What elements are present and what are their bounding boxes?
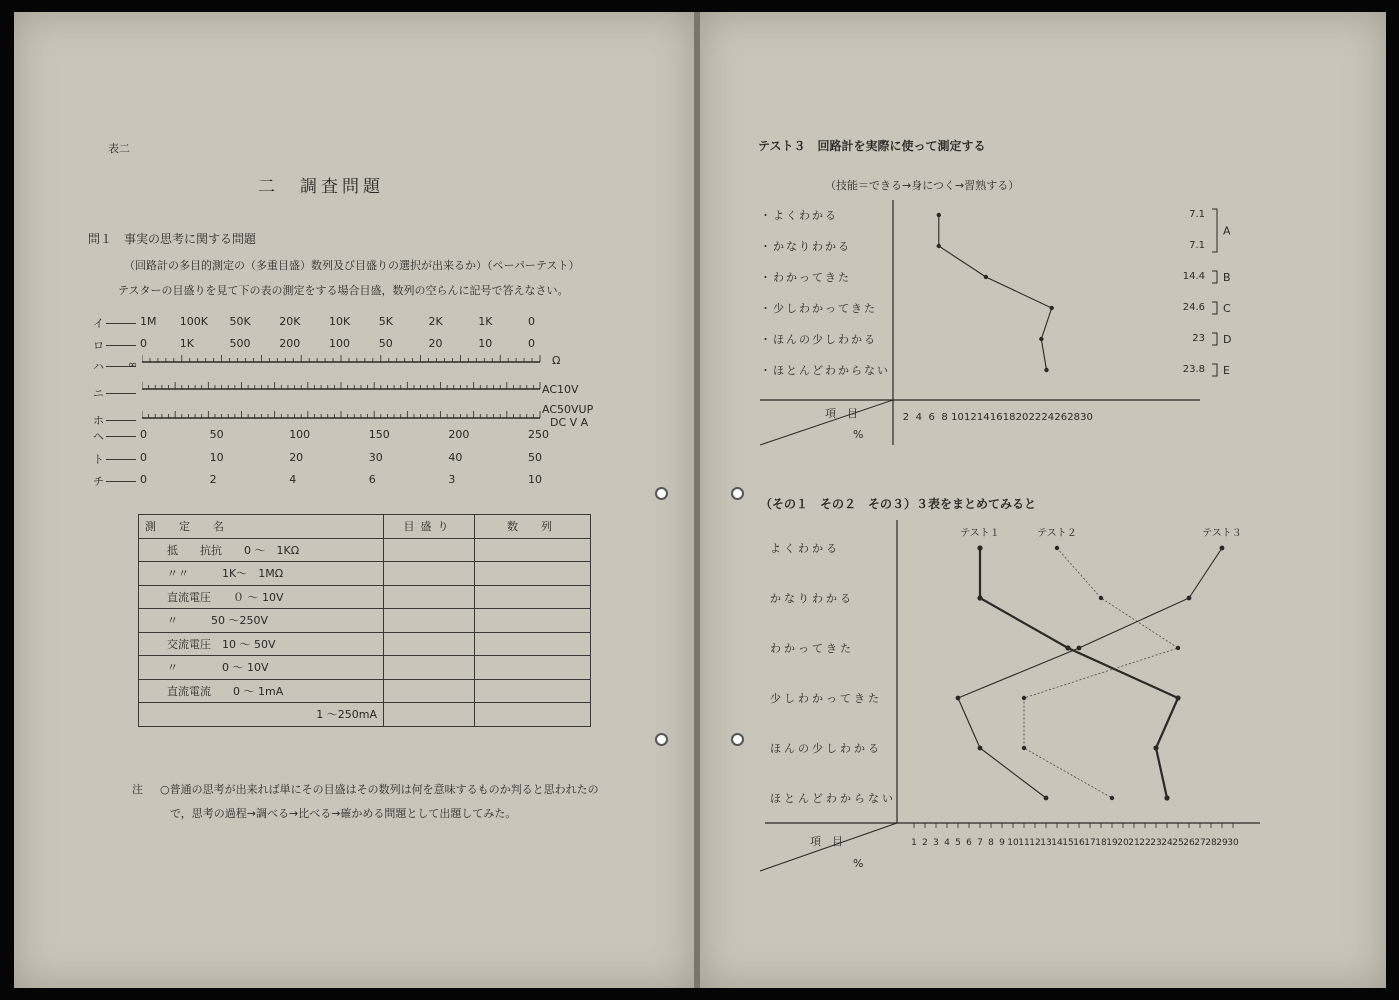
group-label: C: [1223, 302, 1231, 315]
value-label: 7.1: [1189, 209, 1205, 220]
x-tick-label: 16: [989, 412, 1003, 423]
category-label: 少しわかってきた: [770, 692, 882, 705]
scale-ruler: [142, 354, 544, 368]
axis-item-label: 項 目: [825, 407, 858, 420]
category-label: ・少しわかってきた: [760, 302, 877, 315]
table-cell-scale-answer: [384, 585, 475, 609]
table-cell-scale-answer: [384, 679, 475, 703]
scale-label: 4: [289, 473, 297, 486]
group-label: B: [1223, 271, 1231, 284]
value-label: 23: [1192, 333, 1205, 344]
table-row: [139, 679, 591, 703]
scale-label: 150: [368, 428, 390, 441]
scale-row-key: ニ: [93, 387, 104, 400]
x-tick-label: 17: [1084, 838, 1096, 848]
binding-hole: [731, 487, 744, 500]
scale-label: 20: [289, 451, 304, 464]
scale-label: 20K: [279, 315, 301, 328]
x-tick-label: 22: [1139, 838, 1151, 848]
category-label: ・ほんの少しわかる: [760, 333, 877, 346]
data-point: [937, 213, 941, 217]
left-page: [14, 12, 694, 988]
scale-label: 50: [528, 451, 542, 464]
data-point: [1049, 306, 1053, 310]
binding-hole: [655, 733, 668, 746]
scale-label: 1M: [140, 315, 157, 328]
data-point: [1110, 796, 1114, 800]
category-label: ・ほとんどわからない: [760, 364, 890, 377]
series-line-2: [1024, 548, 1178, 798]
value-label: 24.6: [1182, 302, 1205, 313]
x-tick-label: 24: [1161, 838, 1173, 848]
x-tick-label: 3: [933, 838, 939, 848]
x-tick-label: 26: [1054, 412, 1068, 423]
x-tick-label: 2: [902, 412, 910, 423]
x-tick-label: 6: [928, 412, 935, 423]
note-line-2: で，思考の過程→調べる→比べる→確かめる問題として出題してみた。: [170, 807, 517, 820]
x-tick-label: 30: [1227, 838, 1239, 848]
note-line-1: ○普通の思考が出来れば単にその目盛はその数列は何を意味するものか判ると思われたの: [160, 783, 599, 796]
group-label: A: [1223, 224, 1231, 238]
table-cell-measure-name: 1 〜250mA: [139, 703, 384, 727]
page-title: 二 調査問題: [258, 177, 384, 197]
category-label: ・よくわかる: [760, 209, 838, 222]
scale-label: 3: [448, 473, 456, 486]
data-point: [1022, 696, 1026, 700]
group-bracket: [1212, 302, 1217, 314]
data-point: [956, 696, 961, 701]
scale-label: 1K: [179, 337, 194, 350]
group-label: D: [1223, 333, 1232, 346]
scale-row-leader: [106, 436, 136, 437]
x-tick-label: 16: [1073, 838, 1085, 848]
test3-chart: [740, 190, 1240, 455]
category-label: かなりわかる: [770, 592, 854, 605]
scale-label: 250: [528, 428, 549, 441]
test3-subtitle: （技能＝できる→身につく→習熟する）: [825, 179, 1020, 192]
data-point: [937, 244, 941, 248]
data-point: [1044, 796, 1049, 801]
group-bracket: [1212, 333, 1217, 345]
test3-title: テスト３ 回路計を実際に使って測定する: [758, 139, 986, 153]
scale-row-leader: [106, 481, 136, 482]
x-tick-label: 22: [1028, 412, 1042, 423]
data-point: [1164, 795, 1169, 800]
x-tick-label: 12: [964, 412, 977, 423]
note-label: 注: [132, 783, 143, 796]
x-tick-label: 11: [1018, 838, 1030, 848]
x-tick-label: 20: [1015, 412, 1029, 423]
measurement-table: [138, 514, 591, 727]
summary-chart: [740, 515, 1270, 875]
group-label: E: [1223, 364, 1230, 377]
x-tick-label: 27: [1194, 838, 1206, 848]
data-point: [1099, 596, 1103, 600]
table-cell-series-answer: [475, 656, 591, 680]
x-tick-label: 1: [911, 838, 917, 848]
x-tick-label: 30: [1080, 412, 1093, 423]
scale-label: 100: [289, 428, 311, 441]
scale-label: 1K: [478, 315, 493, 328]
scale-label: 5K: [378, 315, 393, 328]
data-point: [978, 746, 983, 751]
series-label: テスト１: [960, 528, 1000, 539]
scale-label: 0: [140, 451, 147, 464]
table-cell-scale-answer: [384, 609, 475, 633]
series-label: テスト２: [1037, 528, 1077, 539]
category-label: ・かなりわかる: [760, 240, 851, 253]
scale-label: 0: [528, 315, 535, 328]
data-point: [1187, 596, 1192, 601]
binding-hole: [731, 733, 744, 746]
table-cell-measure-name: 直流電圧 ０ 〜 10V: [139, 585, 384, 609]
table-row: [139, 609, 591, 633]
data-point: [984, 275, 988, 279]
scale-label: 2K: [428, 315, 443, 328]
x-tick-label: 8: [941, 412, 948, 423]
question-1-subtitle: （回路計の多目的測定の（多重目盛）数列及び目盛りの選択が出来るか）（ペーパーテスト）: [124, 259, 580, 272]
scale-label: 0: [528, 337, 535, 350]
table-cell-measure-name: 〃 50 〜250V: [139, 609, 384, 633]
scale-row-leader: [106, 420, 136, 421]
scale-label: 0: [140, 337, 147, 350]
table-row: [139, 538, 591, 562]
table-cell-series-answer: [475, 679, 591, 703]
scale-row-leader: [106, 345, 136, 346]
scale-row-key: ト: [93, 453, 104, 466]
group-bracket: [1212, 271, 1217, 283]
scale-ruler: [142, 381, 544, 395]
table-cell-series-answer: [475, 585, 591, 609]
x-tick-label: 2: [922, 838, 928, 848]
x-tick-label: 24: [1041, 412, 1055, 423]
scale-row-key: チ: [93, 475, 104, 488]
table-row: [139, 632, 591, 656]
x-tick-label: 13: [1040, 838, 1052, 848]
scale-ruler: [142, 410, 544, 424]
table-cell-measure-name: 〃 0 〜 10V: [139, 656, 384, 680]
table-header: 目盛り: [384, 515, 475, 539]
x-tick-label: 25: [1172, 838, 1184, 848]
scale-label: 40: [448, 451, 463, 464]
x-tick-label: 12: [1029, 838, 1041, 848]
data-point: [1044, 368, 1048, 372]
x-tick-label: 9: [999, 838, 1005, 848]
table-cell-scale-answer: [384, 562, 475, 586]
scale-label: 6: [368, 473, 376, 486]
category-label: ・わかってきた: [760, 271, 851, 284]
scale-row-leader: [106, 393, 136, 394]
x-tick-label: 10: [951, 412, 964, 423]
x-tick-label: 4: [915, 412, 922, 423]
x-tick-label: 8: [988, 838, 994, 848]
table-row: [139, 656, 591, 680]
scale-label: 50K: [229, 315, 251, 328]
table-cell-measure-name: 交流電圧 10 〜 50V: [139, 632, 384, 656]
scale-label: 0: [140, 428, 147, 441]
table-cell-series-answer: [475, 562, 591, 586]
series-line-1: [980, 548, 1178, 798]
x-tick-label: 28: [1067, 412, 1080, 423]
axis-item-label: 項 目: [810, 835, 843, 848]
table-cell-series-answer: [475, 538, 591, 562]
data-point: [1176, 646, 1180, 650]
table-cell-series-answer: [475, 703, 591, 727]
scale-label: 10: [209, 451, 224, 464]
table-cell-scale-answer: [384, 538, 475, 562]
table-cell-scale-answer: [384, 656, 475, 680]
scale-label: 100K: [179, 315, 208, 328]
scale-row-leader: [106, 459, 136, 460]
data-point: [1065, 645, 1070, 650]
scale-row-key: イ: [93, 317, 104, 330]
x-tick-label: 4: [944, 838, 950, 848]
scale-label: 0: [140, 473, 147, 486]
category-label: ほとんどわからない: [770, 792, 896, 805]
scale-row-key: ヘ: [93, 430, 104, 443]
table-header-row: [139, 515, 591, 539]
table-cell-measure-name: 直流電流 0 〜 1mA: [139, 679, 384, 703]
x-tick-label: 18: [1095, 838, 1107, 848]
question-1-instruction: テスターの目盛りを見て下の表の測定をする場合目盛，数列の空らんに記号で答えなさい。: [118, 284, 569, 297]
table-header: 測 定 名: [139, 515, 384, 539]
scale-row-key: ホ: [93, 414, 104, 427]
x-tick-label: 10: [1007, 838, 1019, 848]
group-bracket: [1212, 209, 1217, 252]
x-tick-label: 5: [955, 838, 961, 848]
x-tick-label: 6: [966, 838, 972, 848]
data-point: [1220, 546, 1225, 551]
category-label: よくわかる: [770, 542, 840, 555]
scale-label: 10: [528, 473, 542, 486]
x-tick-label: 21: [1128, 838, 1140, 848]
scale-label: 20: [428, 337, 443, 350]
summary-title: （その１ その２ その３）３表をまとめてみると: [760, 497, 1037, 511]
scale-label: 30: [368, 451, 383, 464]
scale-unit-label: AC50VUP: [542, 403, 594, 416]
scale-label: 50: [378, 337, 393, 350]
infinity-symbol: ∞: [128, 358, 138, 371]
x-tick-label: 26: [1183, 838, 1195, 848]
scale-label: 10K: [329, 315, 351, 328]
data-point: [1055, 546, 1059, 550]
data-point: [1022, 746, 1026, 750]
value-label: 23.8: [1182, 364, 1205, 375]
scale-label: 200: [279, 337, 301, 350]
data-point: [1077, 646, 1082, 651]
corner-label: 表二: [108, 142, 130, 155]
value-label: 14.4: [1182, 271, 1205, 282]
series-label: テスト３: [1202, 528, 1242, 539]
x-tick-label: 19: [1106, 838, 1118, 848]
scale-unit-label: Ω: [552, 354, 561, 367]
scale-label: 100: [329, 337, 350, 350]
table-row: [139, 703, 591, 727]
table-row: [139, 562, 591, 586]
table-cell-measure-name: 抵 抗抗 0 〜 1KΩ: [139, 538, 384, 562]
x-tick-label: 23: [1150, 838, 1162, 848]
x-tick-label: 18: [1002, 412, 1016, 423]
table-cell-series-answer: [475, 632, 591, 656]
value-label: 7.1: [1189, 240, 1205, 251]
scale-unit-label: AC10V: [542, 383, 579, 396]
scale-unit-label: DC V A: [550, 416, 589, 429]
scale-label: 500: [229, 337, 251, 350]
data-point: [1039, 337, 1043, 341]
category-label: わかってきた: [770, 642, 854, 655]
scale-row-key: ハ: [93, 360, 104, 373]
table-cell-series-answer: [475, 609, 591, 633]
x-tick-label: 14: [1051, 838, 1063, 848]
scale-row-leader: [106, 323, 136, 324]
table-header: 数 列: [475, 515, 591, 539]
x-tick-label: 7: [977, 838, 983, 848]
table-cell-scale-answer: [384, 703, 475, 727]
binding-hole: [655, 487, 668, 500]
group-bracket: [1212, 364, 1217, 376]
x-tick-label: 20: [1117, 838, 1129, 848]
x-tick-label: 14: [976, 412, 990, 423]
scale-label: 200: [448, 428, 470, 441]
table-row: [139, 585, 591, 609]
axis-percent-label: %: [853, 857, 864, 870]
scale-label: 50: [209, 428, 224, 441]
data-point: [1175, 695, 1180, 700]
x-tick-label: 29: [1216, 838, 1228, 848]
series-line: [939, 215, 1052, 370]
question-1-heading: 問１ 事実の思考に関する問題: [88, 232, 257, 246]
x-tick-label: 15: [1062, 838, 1074, 848]
data-point: [1153, 745, 1158, 750]
data-point: [977, 595, 982, 600]
scale-row-key: ロ: [93, 339, 104, 352]
scale-label: 10: [478, 337, 493, 350]
table-cell-scale-answer: [384, 632, 475, 656]
category-label: ほんの少しわかる: [770, 742, 882, 755]
data-point: [977, 545, 982, 550]
x-tick-label: 28: [1205, 838, 1217, 848]
table-cell-measure-name: 〃〃 1K〜 1MΩ: [139, 562, 384, 586]
scale-label: 2: [209, 473, 217, 486]
axis-percent-label: %: [853, 428, 864, 441]
